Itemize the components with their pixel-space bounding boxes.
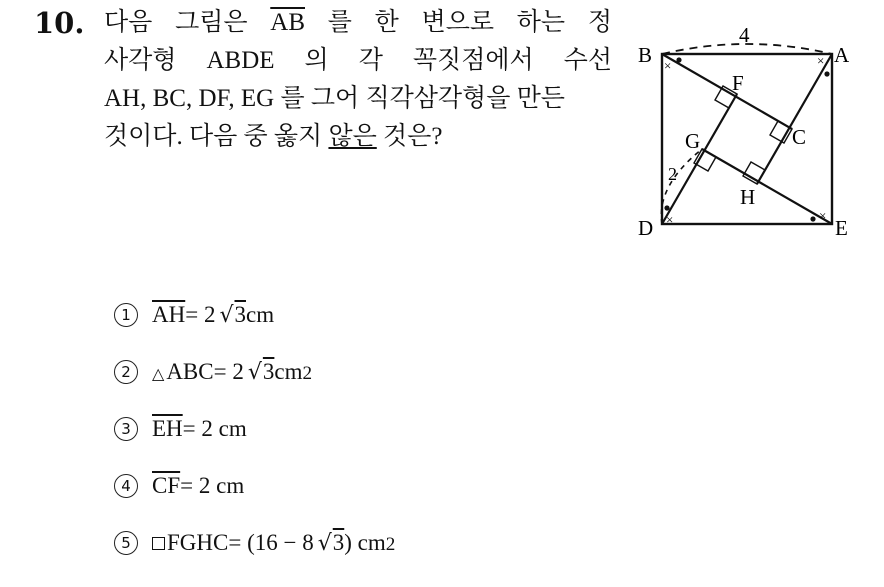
word: 한 [374, 9, 399, 36]
triangle-name: ABC [166, 359, 214, 384]
angle-dot-a [824, 71, 829, 76]
point-label-c: C [792, 125, 807, 149]
word: 를 [327, 9, 352, 36]
vertex-label-a: A [834, 43, 850, 67]
vertex-label-b: B [638, 43, 653, 67]
equation: = 2 cm [182, 416, 247, 441]
choice-3[interactable] [114, 416, 395, 473]
line-4-suffix: 것은? [376, 123, 443, 150]
vertex-label-e: E [835, 216, 848, 240]
question-line-1 [104, 4, 612, 42]
question-line-3: AH, BC, DF, EG 를 그어 직각삼각형을 만든 [104, 85, 565, 112]
angle-dot-d [664, 205, 669, 210]
word: 다음 [104, 9, 153, 36]
choice-5[interactable] [114, 530, 395, 587]
angle-cross-e: × [819, 208, 827, 223]
choice-2[interactable] [114, 359, 395, 416]
dg-length-label: 2 [668, 164, 677, 184]
radicand: 3 [262, 359, 275, 384]
segment-eh: $\overline{EH}$ [152, 416, 183, 441]
radicand: 3 [332, 530, 345, 555]
word: 수선 [563, 47, 612, 74]
line-ah [757, 54, 832, 184]
word: 꼭짓점에서 [412, 47, 534, 74]
word: 하는 [516, 9, 566, 36]
angle-cross-d: × [666, 212, 674, 227]
word: 사각형 [104, 47, 177, 74]
point-label-g: G [685, 129, 701, 153]
angle-cross-b: × [664, 58, 672, 73]
line-df [662, 94, 737, 224]
unit: ) cm [344, 530, 386, 555]
exponent: 2 [385, 534, 396, 555]
square-figure [630, 12, 860, 242]
angle-dot-e [810, 216, 815, 221]
line-bc [662, 54, 792, 129]
angle-dot-b [676, 57, 681, 62]
segment-ah: $\overline{AH}$ [152, 302, 186, 327]
choice-number: 4 [114, 474, 138, 498]
unit: cm [246, 302, 275, 327]
word: 변으로 [421, 9, 495, 36]
point-label-f: F [732, 71, 744, 95]
segment-cf: $\overline{CF}$ [152, 473, 181, 498]
choice-number: 3 [114, 417, 138, 441]
square-icon [152, 537, 165, 550]
right-angle-mark-c [770, 121, 792, 143]
exponent: 2 [302, 363, 313, 384]
sqrt-icon: √ [247, 360, 262, 385]
angle-cross-a: × [817, 53, 825, 68]
radicand: 3 [234, 302, 246, 327]
choice-4[interactable] [114, 473, 395, 530]
line-eg [702, 149, 832, 224]
word: 의 [304, 47, 329, 74]
equation: = 2 cm [180, 473, 245, 498]
choice-number: 5 [114, 531, 138, 555]
unit: cm [274, 359, 303, 384]
question-number: 10. [34, 6, 85, 40]
sqrt-icon: √ [317, 531, 332, 556]
choice-number: 2 [114, 360, 138, 384]
line-4-prefix: 것이다. 다음 중 옳지 [104, 123, 329, 150]
question-text [104, 4, 612, 156]
choice-number: 1 [114, 303, 138, 327]
equation: = (16 − 8 [228, 530, 314, 555]
sqrt-icon: √ [219, 303, 234, 328]
equation: = 2 [213, 359, 244, 384]
answer-choices [114, 302, 395, 587]
segment-ab: $\overline{AB}$ [270, 9, 305, 36]
question-line-2 [104, 42, 612, 80]
underlined-negation: 않은 [328, 123, 377, 150]
side-length-label: 4 [739, 23, 750, 47]
right-angle-mark-h [743, 162, 765, 184]
equation: = 2 [185, 302, 216, 327]
word: ABDE [206, 47, 275, 74]
quadrilateral-name: FGHC [167, 530, 229, 555]
word: 각 [358, 47, 383, 74]
question-line-4 [104, 118, 612, 156]
vertex-label-d: D [638, 216, 654, 240]
word: 그림은 [175, 9, 248, 36]
choice-1[interactable] [114, 302, 395, 359]
triangle-icon: △ [152, 364, 165, 383]
point-label-h: H [740, 185, 756, 209]
word: 정 [587, 9, 612, 36]
